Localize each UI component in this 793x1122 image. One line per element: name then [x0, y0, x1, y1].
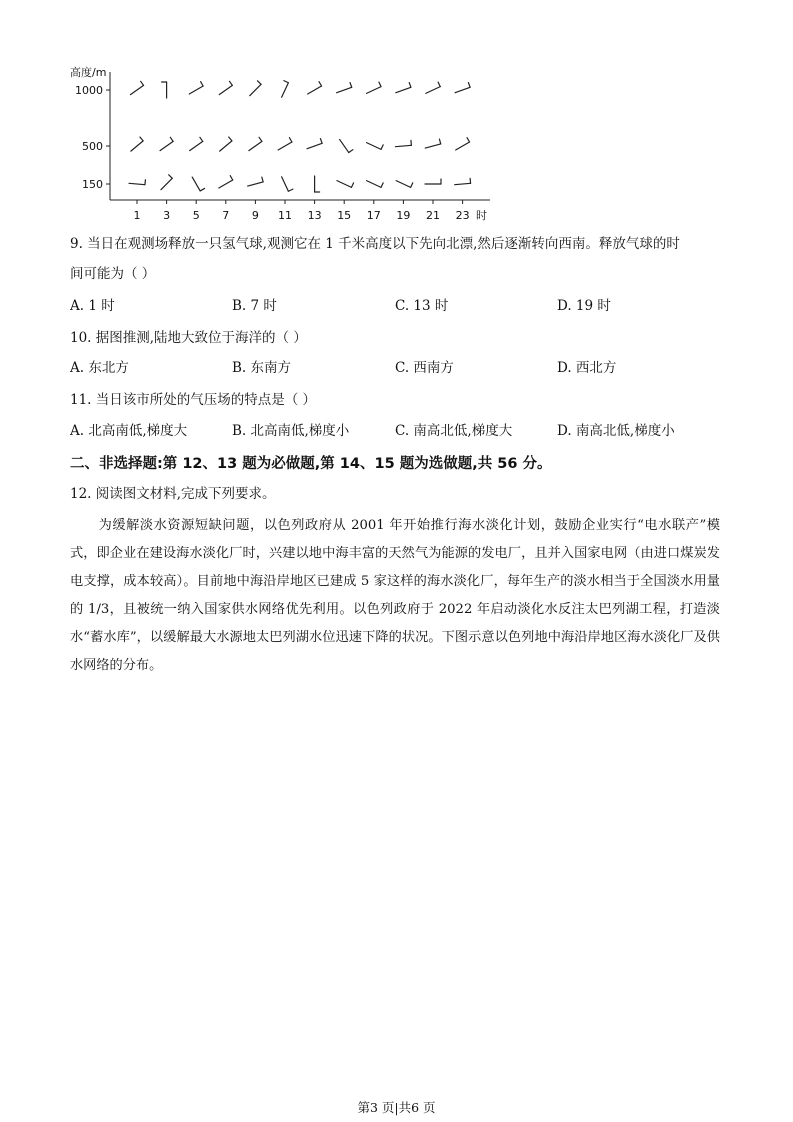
x-tick-label: 9 — [251, 209, 259, 222]
wind-barb-staff — [129, 183, 145, 184]
wind-barb-feather — [170, 137, 173, 141]
wind-barb-feather — [284, 81, 289, 83]
wind-barb-feather — [169, 175, 173, 179]
x-tick-label: 21 — [426, 209, 440, 222]
wind-barb-staff — [249, 141, 262, 150]
q12-material — [70, 512, 720, 680]
wind-barb-feather — [379, 82, 381, 87]
q9-option-a[interactable]: A. 1 时 — [70, 298, 115, 314]
q10-option-c[interactable]: C. 西南方 — [395, 360, 454, 376]
wind-barb-staff — [130, 85, 143, 94]
x-tick-label: 5 — [192, 209, 200, 222]
q10-option-a[interactable]: A. 东北方 — [70, 360, 129, 376]
wind-barb-staff — [337, 87, 352, 92]
wind-barb-staff — [455, 183, 471, 184]
wind-barb-staff — [367, 87, 382, 94]
wind-barb-staff — [396, 181, 411, 188]
q11-options — [70, 421, 730, 441]
wind-barb-staff — [219, 180, 233, 188]
wind-barb-feather — [229, 137, 232, 141]
wind-barb-feather — [258, 81, 262, 85]
q9-option-b[interactable]: B. 7 时 — [232, 298, 277, 314]
q11-option-d[interactable]: D. 南高北低,梯度小 — [557, 423, 675, 439]
y-axis-label: 高度/m — [70, 66, 107, 79]
wind-barb-staff — [425, 144, 440, 148]
wind-barb-feather — [467, 138, 470, 142]
wind-chart — [60, 58, 500, 228]
section-2-heading: 二、非选择题:第 12、13 题为必做题,第 14、15 题为选做题,共 56 分。 — [70, 456, 552, 472]
wind-barb-feather — [288, 189, 293, 191]
q12-material-text: 为缓解淡水资源短缺问题，以色列政府从 2001 年开始推行海水淡化计划，鼓励企业实行“电水联产”模式，即企业在建设海水淡化厂时，兴建以地中海丰富的天然气为能源的发电厂，且并入国家电网（由进口煤炭发电支撑，成本较高）。目前地中海沿岸地区已建成 5 家这样的海水淡化厂，每年生产的淡水相当于全国淡水用量的 1/3，且被统一纳入国家供水网络优先利用。以色列政府于 2022 年启动淡化水反注太巴列湖工程，打造淡水“蓄水库”，以缓解最大水源地太巴列湖水位迅速下降的状况。下图示意以色列地中海沿岸地区海水淡化厂及供水网络的分布。 — [70, 518, 720, 673]
wind-barb-staff — [367, 143, 382, 150]
wind-barb-feather — [439, 139, 440, 144]
wind-barb-staff — [455, 87, 470, 92]
wind-barb-feather — [381, 145, 383, 150]
x-tick-label: 19 — [396, 209, 411, 222]
x-tick-label: 7 — [222, 209, 230, 222]
wind-barb-feather — [229, 81, 232, 85]
wind-barb-feather — [381, 183, 383, 188]
wind-barb-staff — [426, 87, 441, 94]
wind-barb-staff — [190, 141, 203, 150]
q10-options — [70, 358, 730, 378]
q10-stem: 10. 据图推测,陆地大致位于海洋的（ ） — [70, 330, 307, 346]
q10-option-b[interactable]: B. 东南方 — [232, 360, 292, 376]
x-tick-label: 1 — [133, 209, 141, 222]
wind-barb-staff — [282, 177, 289, 192]
wind-barb-feather — [230, 176, 233, 180]
wind-barb-staff — [396, 87, 411, 92]
wind-barb-staff — [456, 142, 470, 150]
wind-barb-feather — [438, 82, 440, 87]
x-tick-label: 17 — [366, 209, 381, 222]
wind-barb-feather — [141, 81, 144, 85]
wind-barb-staff — [308, 86, 322, 94]
page-footer: 第3 页|共6 页 — [357, 1100, 436, 1115]
q9-stem-cont: 间可能为（ ） — [70, 266, 156, 282]
wind-barb-staff — [250, 84, 261, 95]
wind-barb-feather — [201, 82, 204, 86]
q11-option-a[interactable]: A. 北高南低,梯度大 — [70, 423, 188, 439]
q9-option-d[interactable]: D. 19 时 — [557, 298, 611, 314]
wind-barb-feather — [262, 177, 263, 182]
y-tick-label: 500 — [82, 140, 103, 153]
wind-barb-staff — [131, 141, 143, 151]
wind-barb-staff — [161, 178, 172, 189]
x-tick-label: 23 — [455, 209, 470, 222]
wind-barb-feather — [411, 183, 413, 188]
wind-barb-staff — [219, 85, 232, 94]
wind-barb-staff — [220, 141, 232, 151]
y-tick-label: 150 — [82, 178, 103, 191]
q11-option-b[interactable]: B. 北高南低,梯度小 — [232, 423, 350, 439]
wind-barb-feather — [140, 137, 143, 141]
wind-barb-feather — [289, 138, 292, 142]
x-axis-label: 时 — [476, 209, 487, 222]
wind-barb-staff — [367, 181, 382, 188]
wind-barb-feather — [351, 183, 353, 188]
y-tick-label: 1000 — [75, 84, 103, 97]
wind-barb-feather — [349, 150, 353, 153]
q12-stem: 12. 阅读图文材料,完成下列要求。 — [70, 486, 276, 502]
x-tick-label: 3 — [163, 209, 171, 222]
q11-option-c[interactable]: C. 南高北低,梯度大 — [395, 423, 513, 439]
q9-stem: 9. 当日在观测场释放一只氢气球,观测它在 1 千米高度以下先向北漂,然后逐渐转向西南。释放气球的时 — [70, 236, 680, 252]
x-tick-label: 11 — [278, 209, 292, 222]
q9-options — [70, 296, 730, 316]
q11-stem: 11. 当日该市所处的气压场的特点是（ ） — [70, 392, 317, 408]
q9-option-c[interactable]: C. 13 时 — [395, 298, 449, 314]
wind-barb-staff — [340, 139, 349, 152]
q10-option-d[interactable]: D. 西北方 — [557, 360, 617, 376]
wind-barb-feather — [409, 83, 411, 88]
wind-barb-staff — [192, 177, 200, 191]
wind-barb-staff — [337, 181, 352, 188]
wind-barb-feather — [200, 188, 204, 191]
wind-barb-staff — [307, 143, 322, 148]
x-tick-label: 13 — [307, 209, 322, 222]
x-tick-label: 15 — [337, 209, 352, 222]
wind-barb-staff — [189, 86, 203, 94]
wind-barb-staff — [248, 182, 263, 186]
wind-barb-staff — [395, 145, 411, 146]
wind-barb-feather — [319, 82, 322, 86]
wind-barb-staff — [160, 141, 173, 150]
wind-barb-feather — [200, 137, 203, 141]
wind-barb-staff — [278, 142, 292, 150]
wind-barb-feather — [350, 83, 352, 88]
wind-barb-feather — [320, 139, 322, 144]
wind-chart-svg — [60, 58, 500, 228]
wind-barb-feather — [259, 137, 262, 141]
wind-barb-staff — [282, 83, 289, 98]
wind-barb-feather — [468, 83, 470, 88]
